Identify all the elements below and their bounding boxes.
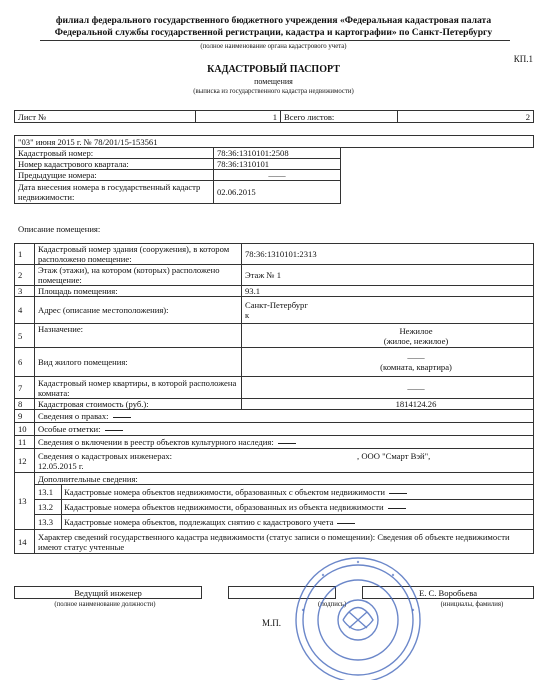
row-6-num: 6	[15, 348, 35, 377]
row-6-label: Вид жилого помещения:	[35, 348, 242, 377]
org-caption: (полное наименование органа кадастрового учета)	[200, 43, 347, 50]
row-13-num: 13	[15, 473, 35, 530]
sheet-label: Лист №	[15, 111, 196, 123]
row-10-label: Особые отметки:	[38, 424, 101, 434]
row-13-2	[35, 500, 534, 515]
row-9-cell	[35, 410, 534, 423]
row-6-value-cell	[242, 348, 534, 377]
stamp-outer-ring	[296, 558, 420, 680]
row-13-1	[35, 485, 534, 500]
position-caption: (полное наименование должности)	[54, 601, 156, 608]
row-5-value-cell	[242, 324, 534, 348]
date-line: "03" июня 2015 г. № 78/201/15-153561	[15, 136, 534, 148]
row-11-cell	[35, 436, 534, 449]
row-3-value: 93.1	[242, 286, 534, 297]
row-5-label: Назначение:	[35, 324, 242, 348]
stamp-emblem	[343, 608, 373, 631]
row-5-value: Нежилое	[399, 325, 433, 336]
signer-name: Е. С. Воробьева	[363, 587, 534, 599]
cad-num-label: Кадастровый номер:	[15, 148, 214, 159]
row-8-label: Кадастровая стоимость (руб.):	[35, 399, 242, 410]
row-4-value	[242, 297, 534, 324]
row-11-label: Сведения о включении в реестр объектов культурного наследия:	[38, 437, 274, 447]
row-13-label: Дополнительные сведения:	[35, 473, 534, 485]
row-5-num: 5	[15, 324, 35, 348]
row-13-1-dash	[389, 493, 407, 494]
signer-position: Ведущий инженер	[15, 587, 202, 599]
row-9-label: Сведения о правах:	[38, 411, 109, 421]
org-name-line1: филиал федерального государственного бюджетного учреждения «Федеральная кадастровая палата	[55, 15, 492, 26]
row-1-label: Кадастровый номер здания (сооружения), в котором расположено помещение:	[35, 244, 242, 265]
total-sheets-label: Всего листов:	[281, 111, 398, 123]
row-5-caption: (жилое, нежилое)	[383, 335, 449, 346]
row-11-num: 11	[15, 436, 35, 449]
row-9-dash	[113, 417, 131, 418]
name-caption: (инициалы, фамилия)	[440, 601, 504, 608]
row-13-2-num: 13.2	[35, 500, 62, 514]
sheet-table	[14, 110, 534, 123]
row-2-label: Этаж (этажи), на котором (которых) расположено помещение:	[35, 265, 242, 286]
row-8-num: 8	[15, 399, 35, 410]
official-stamp	[283, 540, 433, 680]
quarter-label: Номер кадастрового квартала:	[15, 159, 214, 170]
signature-table	[14, 586, 534, 599]
total-sheets: 2	[398, 111, 534, 123]
row-12-cell	[35, 449, 534, 473]
row-7-label: Кадастровый номер квартиры, в которой расположена комната:	[35, 377, 242, 399]
row-6-value: ——	[407, 352, 425, 362]
row-4-value-line2: к	[245, 310, 250, 320]
prev-numbers-label: Предыдущие номера:	[15, 170, 214, 181]
description-title: Описание помещения:	[18, 224, 101, 234]
row-7-value: ——	[242, 377, 534, 399]
sheet-number: 1	[196, 111, 281, 123]
row-10-num: 10	[15, 423, 35, 436]
row-1-num: 1	[15, 244, 35, 265]
row-10-cell	[35, 423, 534, 436]
row-12-num: 12	[15, 449, 35, 473]
org-underline	[40, 40, 510, 41]
row-10-dash	[105, 430, 123, 431]
sign-caption: (подпись)	[318, 601, 347, 608]
row-12-date: 12.05.2015 г.	[38, 460, 84, 471]
row-13-3-label: Кадастровые номера объектов, подлежащих снятию с кадастрового учета	[64, 517, 334, 527]
row-14-label: Характер сведений государственного кадастра недвижимости (статус записи о помещении): Сведения об объекте недвижимости имеют статус учтенные	[35, 530, 534, 554]
org-name-line2: Федеральной службы государственной регистрации, кадастра и картографии» по Санкт-Петербургу	[54, 27, 493, 38]
doc-title: КАДАСТРОВЫЙ ПАСПОРТ	[207, 64, 340, 75]
row-13-3-num: 13.3	[35, 515, 62, 529]
row-13-2-dash	[388, 508, 406, 509]
row-3-label: Площадь помещения:	[35, 286, 242, 297]
stamp-place-label: М.П.	[262, 618, 282, 628]
doc-caption: (выписка из государственного кадастра недвижимости)	[193, 88, 354, 95]
row-7-num: 7	[15, 377, 35, 399]
stamp-emblem-cross	[349, 612, 367, 628]
row-6-caption: (комната, квартира)	[380, 362, 452, 372]
quarter: 78:36:1310101	[214, 159, 341, 170]
row-13-1-num: 13.1	[35, 485, 62, 499]
row-4-label: Адрес (описание местоположения):	[35, 297, 242, 324]
row-13-3	[35, 515, 534, 530]
row-3-num: 3	[15, 286, 35, 297]
row-12-company: , ООО "Смарт Вэй",	[357, 450, 431, 461]
row-9-num: 9	[15, 410, 35, 423]
info-table	[14, 135, 534, 204]
row-14-num: 14	[15, 530, 35, 554]
row-13-3-dash	[337, 523, 355, 524]
row-11-dash	[278, 443, 296, 444]
cad-num: 78:36:1310101:2508	[214, 148, 341, 159]
row-8-value: 1814124.26	[242, 399, 534, 410]
row-12-label: Сведения о кадастровых инженерах:	[38, 450, 173, 461]
row-1-value: 78:36:1310101:2313	[242, 244, 534, 265]
doc-subtitle: помещения	[254, 77, 293, 86]
row-2-num: 2	[15, 265, 35, 286]
row-2-value: Этаж № 1	[242, 265, 534, 286]
entry-date: 02.06.2015	[214, 181, 341, 204]
row-4-value-line1: Санкт-Петербург	[245, 300, 308, 310]
row-13-1-label: Кадастровые номера объектов недвижимости, образованных с объектом недвижимости	[64, 487, 385, 497]
row-4-num: 4	[15, 297, 35, 324]
prev-numbers: ——	[214, 170, 341, 181]
description-table	[14, 243, 534, 554]
row-13-2-label: Кадастровые номера объектов недвижимости, образованных из объекта недвижимости	[64, 502, 384, 512]
form-code: КП.1	[513, 54, 533, 64]
entry-date-label: Дата внесения номера в государственный кадастр недвижимости:	[15, 181, 214, 204]
